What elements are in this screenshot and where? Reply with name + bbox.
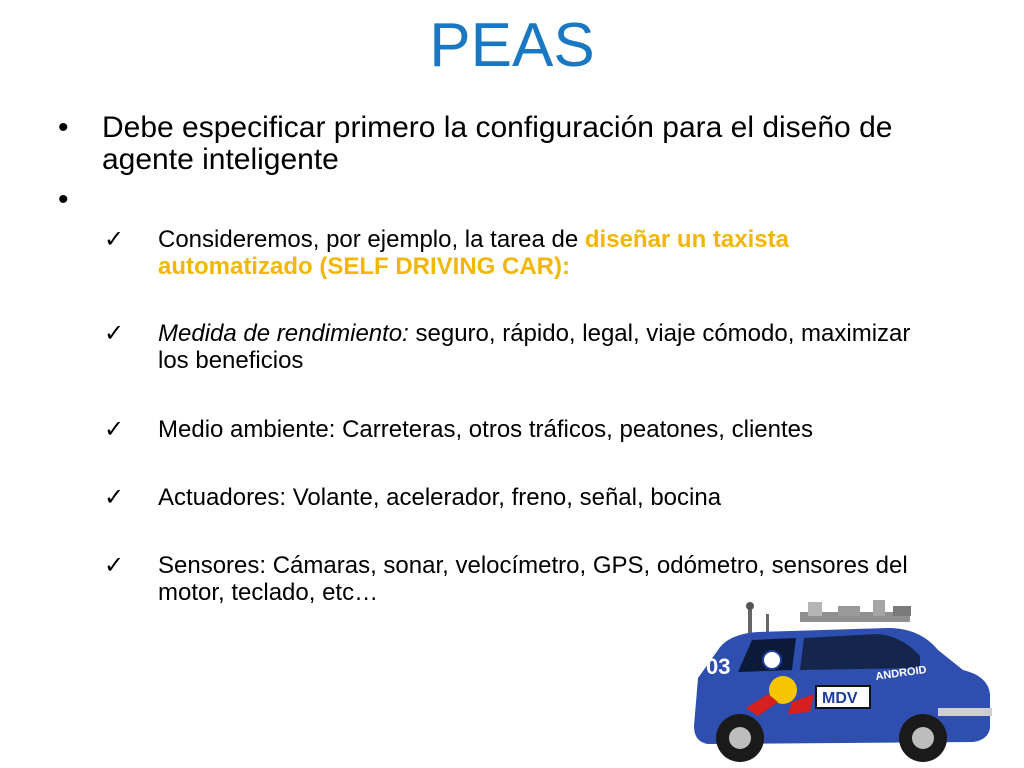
check-text: Actuadores: Volante, acelerador, freno, señal, bocina	[158, 484, 722, 511]
check-text-plain: Consideremos, por ejemplo, la tarea de	[158, 226, 585, 253]
checkmark-icon: ✓	[104, 484, 125, 511]
check-text-highlight: diseñar un taxista automatizado (SELF DRIVING CAR):	[158, 226, 789, 280]
bullet-symbol: •	[58, 111, 69, 144]
checkmark-icon: ✓	[104, 226, 125, 253]
wheel-hub	[729, 727, 751, 749]
check-text: Medio ambiente: Carreteras, otros tráficos, peatones, clientes	[158, 416, 813, 443]
bullet-symbol: •	[58, 183, 69, 216]
check-text-plain: seguro, rápido, legal, viaje cómodo, maximizar los beneficios	[158, 320, 911, 374]
check-text: Sensores: Cámaras, sonar, velocímetro, GPS, odómetro, sensores del motor, teclado, etc…	[158, 552, 908, 606]
check-text	[158, 320, 928, 374]
checkmark-icon: ✓	[104, 416, 125, 443]
bullet-text: Debe especificar primero la configuración para el diseño de agente inteligente	[102, 111, 893, 176]
slide-title: PEAS	[429, 11, 595, 80]
car-number: 03	[706, 654, 731, 679]
bumper	[938, 708, 992, 716]
check-text	[158, 226, 928, 280]
check-text-italic: Medida de rendimiento:	[158, 320, 409, 347]
car-side-text: ANDROID	[874, 663, 928, 683]
wheel-hub	[912, 727, 934, 749]
self-driving-car-image	[688, 598, 998, 768]
car-plate: MDV	[822, 690, 858, 707]
checkmark-icon: ✓	[104, 552, 125, 579]
vw-emblem-icon	[763, 651, 781, 669]
checkmark-icon: ✓	[104, 320, 125, 347]
